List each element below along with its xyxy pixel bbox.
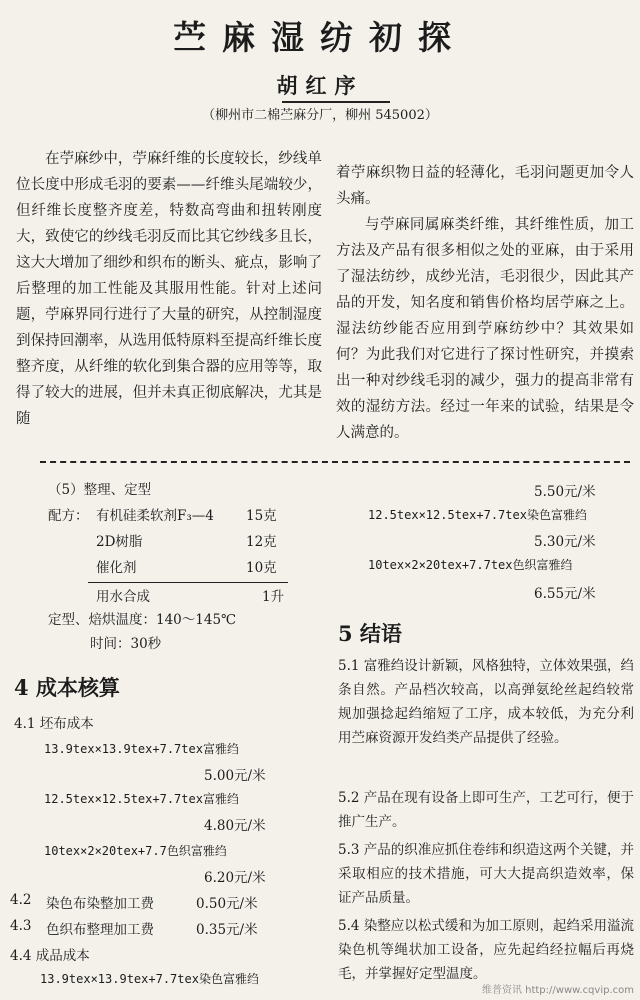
section-4-3-label: 色织布整理加工费 bbox=[46, 922, 154, 938]
formula-item-amount: 12克 bbox=[246, 534, 277, 550]
conclusion-5-1: 5.1 富雅绉设计新颖，风格独特，立体效果强，绉条自然。产品档次较高，以高弹氨纶丝起绉较常规加强捻起绉缩短了工序，成本较低，为充分利用苎麻资源开发绉类产品提供了经验。 bbox=[338, 658, 634, 746]
formula-item-amount: 15克 bbox=[246, 508, 277, 524]
section-4-heading: 4 成本核算 bbox=[14, 675, 120, 700]
conclusion-5-3: 5.3 产品的织准应抓住卷纬和织造这两个关键，并采取相应的技术措施，可大大提高织造效率，保证产品质量。 bbox=[338, 842, 634, 906]
conclusion-5-4: 5.4 染整应以松式缓和为加工原则，起绉采用溢流染色机等绳状加工设备，应先起绉经拉幅后再烧毛，并掌握好定型温度。 bbox=[338, 918, 634, 982]
product-cost-price: 5.50元/米 bbox=[534, 484, 596, 500]
intro-right-paragraph-2: 与苧麻同属麻类纤维，其纤维性质，加工方法及产品有很多相似之处的亚麻，由于采用了湿法纺纱，成纱光洁，毛羽很少，因此其产品的开发，知名度和销售价格均居苧麻之上。湿法纺纱能否应用到苧麻纺纱中？其效果如何？为此我们对它进行了探讨性研究，并摸索出一种对纱线毛羽的减少，强力的提高非常有效的湿纺方法。经过一年来的试验，结果是令人满意的。 bbox=[336, 217, 634, 441]
section-4-4-heading: 4.4 成品成本 bbox=[10, 948, 90, 964]
section-5-heading: 5 结语 bbox=[338, 621, 402, 646]
cost-price: 4.80元/米 bbox=[204, 818, 266, 834]
product-cost-spec: 13.9tex×13.9tex+7.7tex染色富雅绉 bbox=[40, 972, 259, 986]
intro-left-paragraph: 在苧麻纱中，苧麻纤维的长度较长，纱线单位长度中形成毛羽的要素——纤维头尾端较少，但纤维长度整齐度差，特数高弯曲和扭转刚度大，致使它的纱线毛羽反而比其它纱线多且长，这大大增加了细纱和织布的断头、疵点，影响了后整理的加工性能及其服用性能。针对上述问题，苧麻界同行进行了大量的研究，从控制湿度到保持回潮率，从选用低特原料至提高纤维长度整齐度，从纤维的软化到集合器的应用等等，取得了较大的进展，但并未真正彻底解决，尤其是随 bbox=[16, 151, 322, 427]
section-4-3-price: 0.35元/米 bbox=[196, 922, 258, 938]
baking-time: 时间：30秒 bbox=[90, 636, 162, 652]
author-underline bbox=[282, 101, 390, 103]
section-4-3-number: 4.3 bbox=[10, 918, 32, 934]
formula-item-name: 有机硅柔软剂F₃—4 bbox=[96, 508, 214, 524]
formula-item-amount: 1升 bbox=[262, 589, 285, 605]
section-divider bbox=[40, 461, 630, 463]
cost-spec: 13.9tex×13.9tex+7.7tex富雅绉 bbox=[44, 742, 239, 756]
formula-item-amount: 10克 bbox=[246, 560, 277, 576]
product-cost-spec: 10tex×2×20tex+7.7tex色织富雅绉 bbox=[368, 558, 573, 572]
cost-spec: 12.5tex×12.5tex+7.7tex富雅绉 bbox=[44, 792, 239, 806]
formula-label: 配方： bbox=[48, 508, 89, 524]
affiliation: （柳州市二棉苎麻分厂，柳州 545002） bbox=[202, 108, 438, 123]
formula-item-name: 用水合成 bbox=[96, 589, 150, 605]
product-cost-spec: 12.5tex×12.5tex+7.7tex染色富雅绉 bbox=[368, 508, 587, 522]
watermark: 维普资讯 http://www.cqvip.com bbox=[481, 985, 634, 996]
cost-price: 5.00元/米 bbox=[204, 768, 266, 784]
conclusion-5-2: 5.2 产品在现有设备上即可生产，工艺可行，便于推广生产。 bbox=[338, 790, 634, 830]
finishing-heading: （5）整理、定型 bbox=[48, 482, 152, 498]
product-cost-price: 5.30元/米 bbox=[534, 534, 596, 550]
intro-right-paragraph-1: 着苧麻织物日益的轻薄化，毛羽问题更加令人头痛。 bbox=[336, 165, 634, 207]
cost-price: 6.20元/米 bbox=[204, 870, 266, 886]
formula-underline bbox=[88, 582, 288, 583]
author-name: 胡红序 bbox=[276, 73, 364, 98]
setting-temperature: 定型、焙烘温度：140～145℃ bbox=[48, 612, 237, 628]
article-title: 苎麻湿纺初探 bbox=[173, 18, 467, 57]
section-4-2-number: 4.2 bbox=[10, 892, 32, 908]
section-4-2-price: 0.50元/米 bbox=[196, 896, 258, 912]
product-cost-price: 6.55元/米 bbox=[534, 586, 596, 602]
section-4-2-label: 染色布染整加工费 bbox=[46, 896, 154, 912]
formula-item-name: 2D树脂 bbox=[96, 534, 143, 550]
cost-spec: 10tex×2×20tex+7.7色织富雅绉 bbox=[44, 844, 227, 858]
section-4-1-heading: 4.1 坯布成本 bbox=[14, 716, 94, 732]
formula-item-name: 催化剂 bbox=[96, 560, 137, 576]
